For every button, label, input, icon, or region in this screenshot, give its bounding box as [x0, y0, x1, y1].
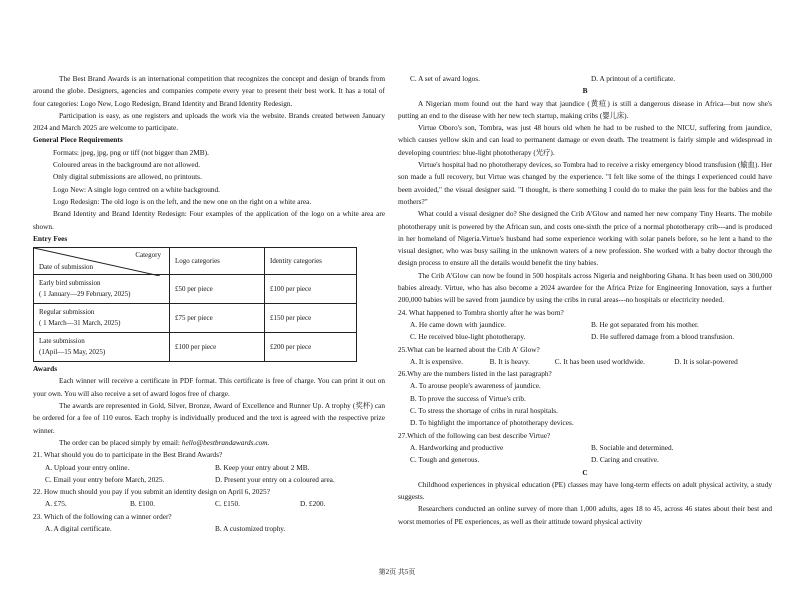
period-cell	[34, 333, 170, 362]
requirement-item: Coloured areas in the background are not allowed.	[53, 160, 201, 170]
option: B. He got separated from his mother.	[591, 319, 699, 329]
option: C. To stress the shortage of cribs in rural hospitals.	[410, 406, 558, 416]
period-name: Late submission	[39, 337, 85, 346]
identity-fee-cell: £150 per piece	[265, 304, 357, 333]
option: A. He came down with jaundice.	[410, 319, 506, 329]
q27-options-row	[398, 454, 772, 466]
option: C. £150.	[215, 499, 240, 509]
logo-fee-cell: £50 per piece	[170, 275, 265, 304]
order-email: hello@bestbrandawards.com.	[181, 437, 270, 447]
option: D. To highlight the importance of phototherapy devices.	[410, 418, 574, 428]
passage-b-paragraph: What could a visual designer do? She designed the Crib A'Glow and named her new company Tiny Hearts. The mobile phototherapy unit is powered by the African sun, and costs one-sixth the price of a normal phototherapy crib---and is produced in her homeland of Nigeria.Virtue's husband had some experience working with solar panels before, so he lent a hand to the visual designer, who was busy sailing in the unknown waters of a new profession. She worked with a baby doctor through the design process to ensure all the details would benefit the tiny babies.	[398, 209, 772, 268]
option: A. To arouse people's awareness of jaundice.	[410, 381, 541, 391]
table-header-row	[34, 248, 357, 275]
period-dates: ( 1 January—29 February, 2025)	[39, 290, 131, 299]
entry-fees-heading: Entry Fees	[33, 233, 68, 243]
table-corner-cell	[34, 248, 170, 275]
option: A. £75.	[45, 499, 67, 509]
option: B. £100.	[130, 499, 155, 509]
logo-fee-cell: £100 per piece	[170, 333, 265, 362]
option: B. It is heavy.	[489, 356, 530, 366]
question-21: 21. What should you do to participate in the Best Brand Awards?	[33, 450, 223, 460]
passage-b-paragraph: A Nigerian mom found out the hard way that jaundice (黄疸) is still a dangerous disease in Africa—but now she's putting an end to the disease with her new tech startup, making cribs (婴儿床).	[398, 98, 772, 120]
requirements-heading: General Piece Requirements	[33, 135, 123, 145]
question-27: 27.Which of the following can best describe Virtue?	[398, 430, 551, 440]
option: A. Hardworking and productive	[410, 442, 504, 452]
option: A. It is expensive.	[410, 356, 463, 366]
option: B. A customized trophy.	[215, 524, 286, 534]
order-text: The order can be placed simply by email:	[59, 437, 182, 447]
option: C. Email your entry before March, 2025.	[45, 474, 165, 484]
passage-a-participation: Participation is easy, as one registers and uploads the work via the website. Brands created between January 2024 and March 2025 are welcome to participate.	[33, 110, 385, 133]
awards-paragraph: The awards are represented in Gold, Silver, Bronze, Award of Excellence and Runner Up. A trophy (奖杯) can be ordered for a fee of 110 euros. Each trophy is individually produced and the text is agreed with the respective prize winner.	[33, 401, 385, 435]
passage-b-label: B	[582, 86, 588, 96]
page-footer: 第2页 共5页	[378, 568, 416, 576]
option: C. Tough and generous.	[410, 455, 480, 465]
period-name: Regular submission	[39, 308, 95, 317]
identity-fee-cell: £200 per piece	[265, 333, 357, 362]
requirement-item: Logo Redesign: The old logo is on the left, and the new one on the right on a white area.	[53, 196, 312, 206]
question-25: 25.What can be learned about the Crib A' Glow?	[398, 344, 540, 354]
period-cell	[34, 275, 170, 304]
period-cell	[34, 304, 170, 333]
option: B. To prove the success of Virtue's crib.	[410, 393, 526, 403]
option: D. It is solar-powered	[674, 356, 738, 366]
question-22: 22. How much should you pay if you submit an identity design on April 6, 2025?	[33, 487, 270, 497]
option: A. Upload your entry online.	[45, 462, 130, 472]
option: D. He suffered damage from a blood transfusion.	[591, 332, 735, 342]
passage-c-paragraph: Childhood experiences in physical education (PE) classes may have long-term effects on adult physical activity, a study suggests.	[398, 479, 772, 502]
option: A. A digital certificate.	[45, 524, 112, 534]
table-row	[34, 275, 357, 304]
corner-date-label: Date of submission	[39, 263, 94, 272]
q25-options-row	[398, 356, 772, 368]
column-header: Identity categories	[265, 248, 357, 275]
q24-options-row	[398, 319, 772, 331]
q21-options-row	[33, 462, 385, 474]
table-row	[34, 333, 357, 362]
corner-category-label: Category	[135, 251, 161, 260]
column-header: Logo categories	[170, 248, 265, 275]
requirement-item: Brand Identity and Brand Identity Redesign: Four examples of the application of the logo on a white area are shown.	[33, 209, 385, 231]
awards-paragraph: Each winner will receive a certificate in PDF format. This certificate is free of charge. You can print it out on your own. You will also receive a set of award logos free of charge.	[33, 376, 385, 398]
q21-options-row	[33, 474, 385, 486]
passage-a-intro: The Best Brand Awards is an international competition that recognizes the concept and design of brands from around the globe. Designers, agencies and companies compete every year to present their best work. It has a total of four categories: Logo New, Logo Redesign, Brand Identity and Brand Identity Redesign.	[33, 74, 385, 108]
identity-fee-cell: £100 per piece	[265, 275, 357, 304]
passage-b-paragraph: The Crib A'Glow can now be found in 500 hospitals across Nigeria and neighboring Ghana. It has been used on 300,000 babies already. Virtue, who has also become a 2024 awardee for the Africa Prize for Engineering Innovation, says a further 200,000 babies will be saved from jaundice by using the cribs in rural areas---no hospitals or electricity needed.	[398, 270, 772, 305]
q23-options-row	[398, 73, 772, 85]
q22-options-row	[33, 498, 385, 510]
awards-heading: Awards	[33, 364, 58, 374]
passage-b-paragraph: Virtue Oboro's son, Tombra, was just 48 hours old when he had to be rushed to the NICU, suffering from jaundice, which causes yellow skin and can lead to permanent damage or even death. The treatment is fairly simple and widespread in developing countries: blue-light phototherapy (光疗).	[398, 123, 772, 157]
option: D. Present your entry on a coloured area.	[215, 474, 335, 484]
option: C. A set of award logos.	[410, 74, 480, 83]
question-26: 26.Why are the numbers listed in the last paragraph?	[398, 369, 552, 379]
period-name: Early bird submission	[39, 279, 101, 288]
left-column	[33, 73, 385, 535]
q23-options-row	[33, 523, 385, 535]
option: C. It has been used worldwide.	[554, 356, 645, 366]
option: B. Keep your entry about 2 MB.	[215, 462, 310, 472]
option: D. Caring and creative.	[591, 455, 659, 465]
passage-c-paragraph: Researchers conducted an online survey of more than 1,000 adults, ages 18 to 45, across 46 states about their best and worst memories of PE experiences, as well as their attitude toward physical activity	[398, 504, 772, 526]
requirement-item: Logo New: A single logo centred on a white background.	[53, 184, 220, 194]
question-24: 24. What happened to Tombra shortly after he was born?	[398, 307, 564, 317]
order-paragraph	[33, 437, 385, 449]
requirement-item: Only digital submissions are allowed, no printouts.	[53, 172, 202, 182]
right-column	[398, 73, 772, 528]
passage-b-paragraph: Virtue's hospital had no phototherapy devices, so Tombra had to receive a risky emergency blood transfusion (输血). Her son made a full recovery, but Virtue was changed by the experience. "I felt like some of the things I experienced could have been avoided," the visual designer said. "I thought, is there something I could do to make the pain less for the babies and the mothers?"	[398, 160, 772, 206]
option: C. He received blue-light phototherapy.	[410, 332, 526, 342]
option: D. £200.	[300, 499, 326, 509]
requirement-item: Formats: jpeg, jpg, png or tiff (not bigger than 2MB).	[53, 147, 209, 157]
option: B. Sociable and determined.	[591, 442, 674, 452]
q27-options-row	[398, 442, 772, 454]
passage-c-label: C	[582, 467, 588, 477]
period-dates: ( 1 March—31 March, 2025)	[39, 319, 121, 328]
option: D. A printout of a certificate.	[591, 74, 676, 83]
question-23: 23. Which of the following can a winner order?	[33, 511, 172, 521]
q24-options-row	[398, 331, 772, 343]
table-row	[34, 304, 357, 333]
logo-fee-cell: £75 per piece	[170, 304, 265, 333]
entry-fees-table	[33, 247, 357, 362]
period-dates: (1Apil—15 May, 2025)	[39, 348, 106, 357]
